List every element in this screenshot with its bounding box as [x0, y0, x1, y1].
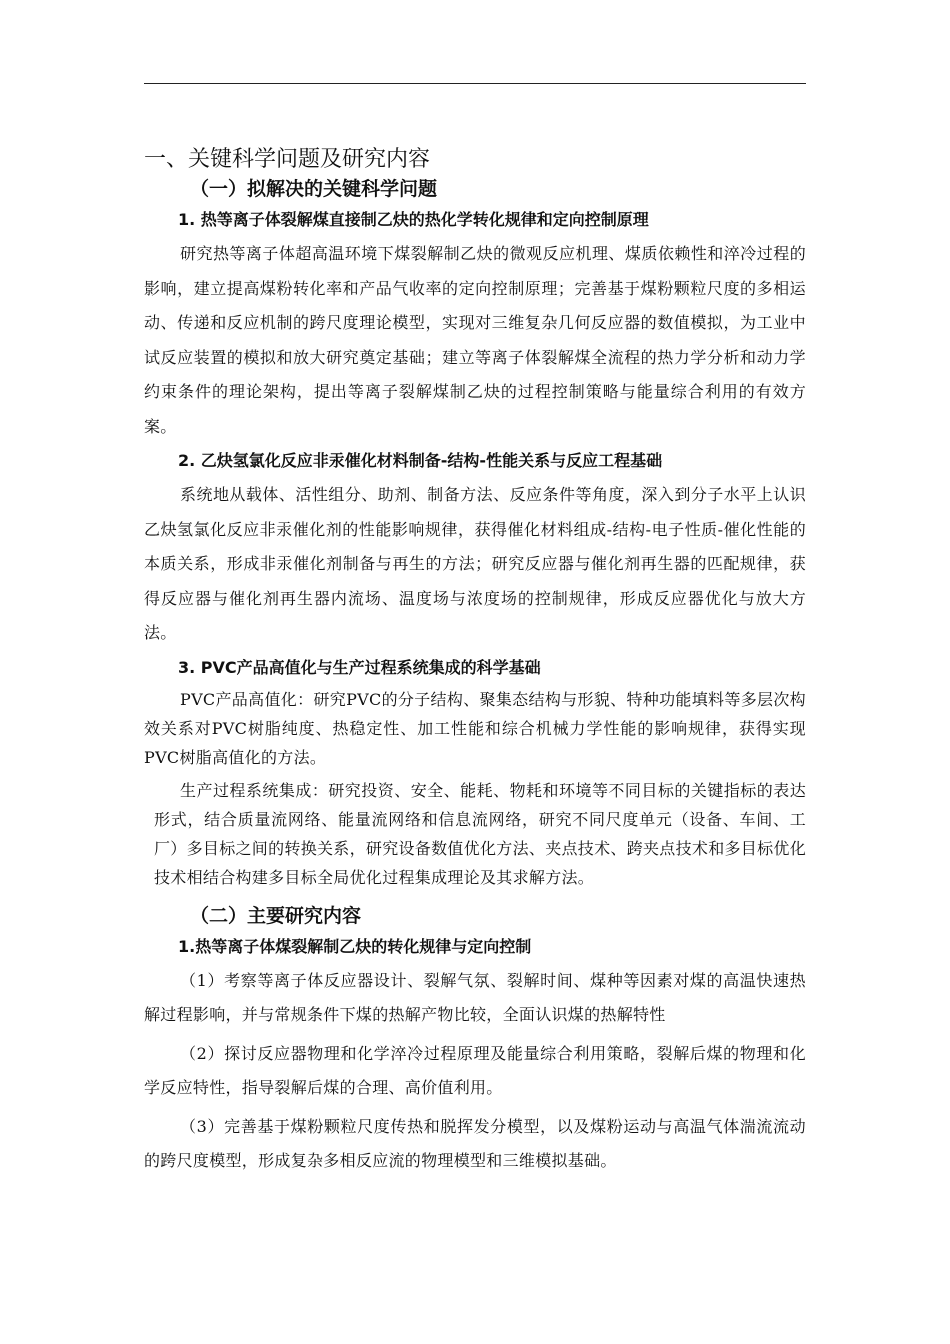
item-heading-3: 3. PVC产品高值化与生产过程系统集成的科学基础: [178, 657, 541, 677]
item-heading-1: 1. 热等离子体裂解煤直接制乙炔的热化学转化规律和定向控制原理: [178, 210, 649, 229]
document-body: [144, 145, 806, 1183]
item-heading-main-1: 1.热等离子体煤裂解制乙炔的转化规律与定向控制: [178, 936, 532, 956]
paragraph: （2）探讨反应器物理和化学淬冷过程原理及能量综合利用策略，裂解后煤的物理和化学反应特性，指导裂解后煤的合理、高价值利用。: [144, 1043, 806, 1097]
section-title: 一、关键科学问题及研究内容: [144, 147, 431, 172]
paragraph: （3）完善基于煤粉颗粒尺度传热和脱挥发分模型，以及煤粉运动与高温气体湍流流动的跨尺度模型，形成复杂多相反应流的物理模型和三维模拟基础。: [144, 1116, 806, 1170]
paragraph: （1）考察等离子体反应器设计、裂解气氛、裂解时间、煤种等因素对煤的高温快速热解过程影响，并与常规条件下煤的热解产物比较，全面认识煤的热解特性: [144, 970, 806, 1024]
paragraph: 系统地从载体、活性组分、助剂、制备方法、反应条件等角度，深入到分子水平上认识乙炔氢氯化反应非汞催化剂的性能影响规律，获得催化材料组成-结构-电子性质-催化性能的本质关系，形成非汞催化剂制备与再生的方法；研究反应器与催化剂再生器的匹配规律，获得反应器与催化剂再生器内流场、温度场与浓度场的控制规律，形成反应器优化与放大方法。: [144, 485, 806, 642]
subsection-title-key-problems: （一）拟解决的关键科学问题: [190, 178, 438, 200]
subsection-title-main-content: （二）主要研究内容: [190, 904, 362, 927]
paragraph: 研究热等离子体超高温环境下煤裂解制乙炔的微观反应机理、煤质依赖性和淬冷过程的影响，建立提高煤粉转化率和产品气收率的定向控制原理；完善基于煤粉颗粒尺度的多相运动、传递和反应机制的跨尺度理论模型，实现对三维复杂几何反应器的数值模拟，为工业中试反应装置的模拟和放大研究奠定基础；建立等离子体裂解煤全流程的热力学分析和动力学约束条件的理论架构，提出等离子裂解煤制乙炔的过程控制策略与能量综合利用的有效方案。: [144, 244, 806, 436]
header-rule: [144, 83, 806, 84]
paragraph: PVC产品高值化：研究PVC的分子结构、聚集态结构与形貌、特种功能填料等多层次构效关系对PVC树脂纯度、热稳定性、加工性能和综合机械力学性能的影响规律，获得实现PVC树脂高值化的方法。: [144, 689, 806, 767]
item-heading-2: 2. 乙炔氢氯化反应非汞催化材料制备-结构-性能关系与反应工程基础: [178, 451, 663, 470]
paragraph: 生产过程系统集成：研究投资、安全、能耗、物耗和环境等不同目标的关键指标的表达形式，结合质量流网络、能量流网络和信息流网络，研究不同尺度单元（设备、车间、工厂）多目标之间的转换关系，研究设备数值优化方法、夹点技术、跨夹点技术和多目标优化技术相结合构建多目标全局优化过程集成理论及其求解方法。: [154, 780, 807, 887]
